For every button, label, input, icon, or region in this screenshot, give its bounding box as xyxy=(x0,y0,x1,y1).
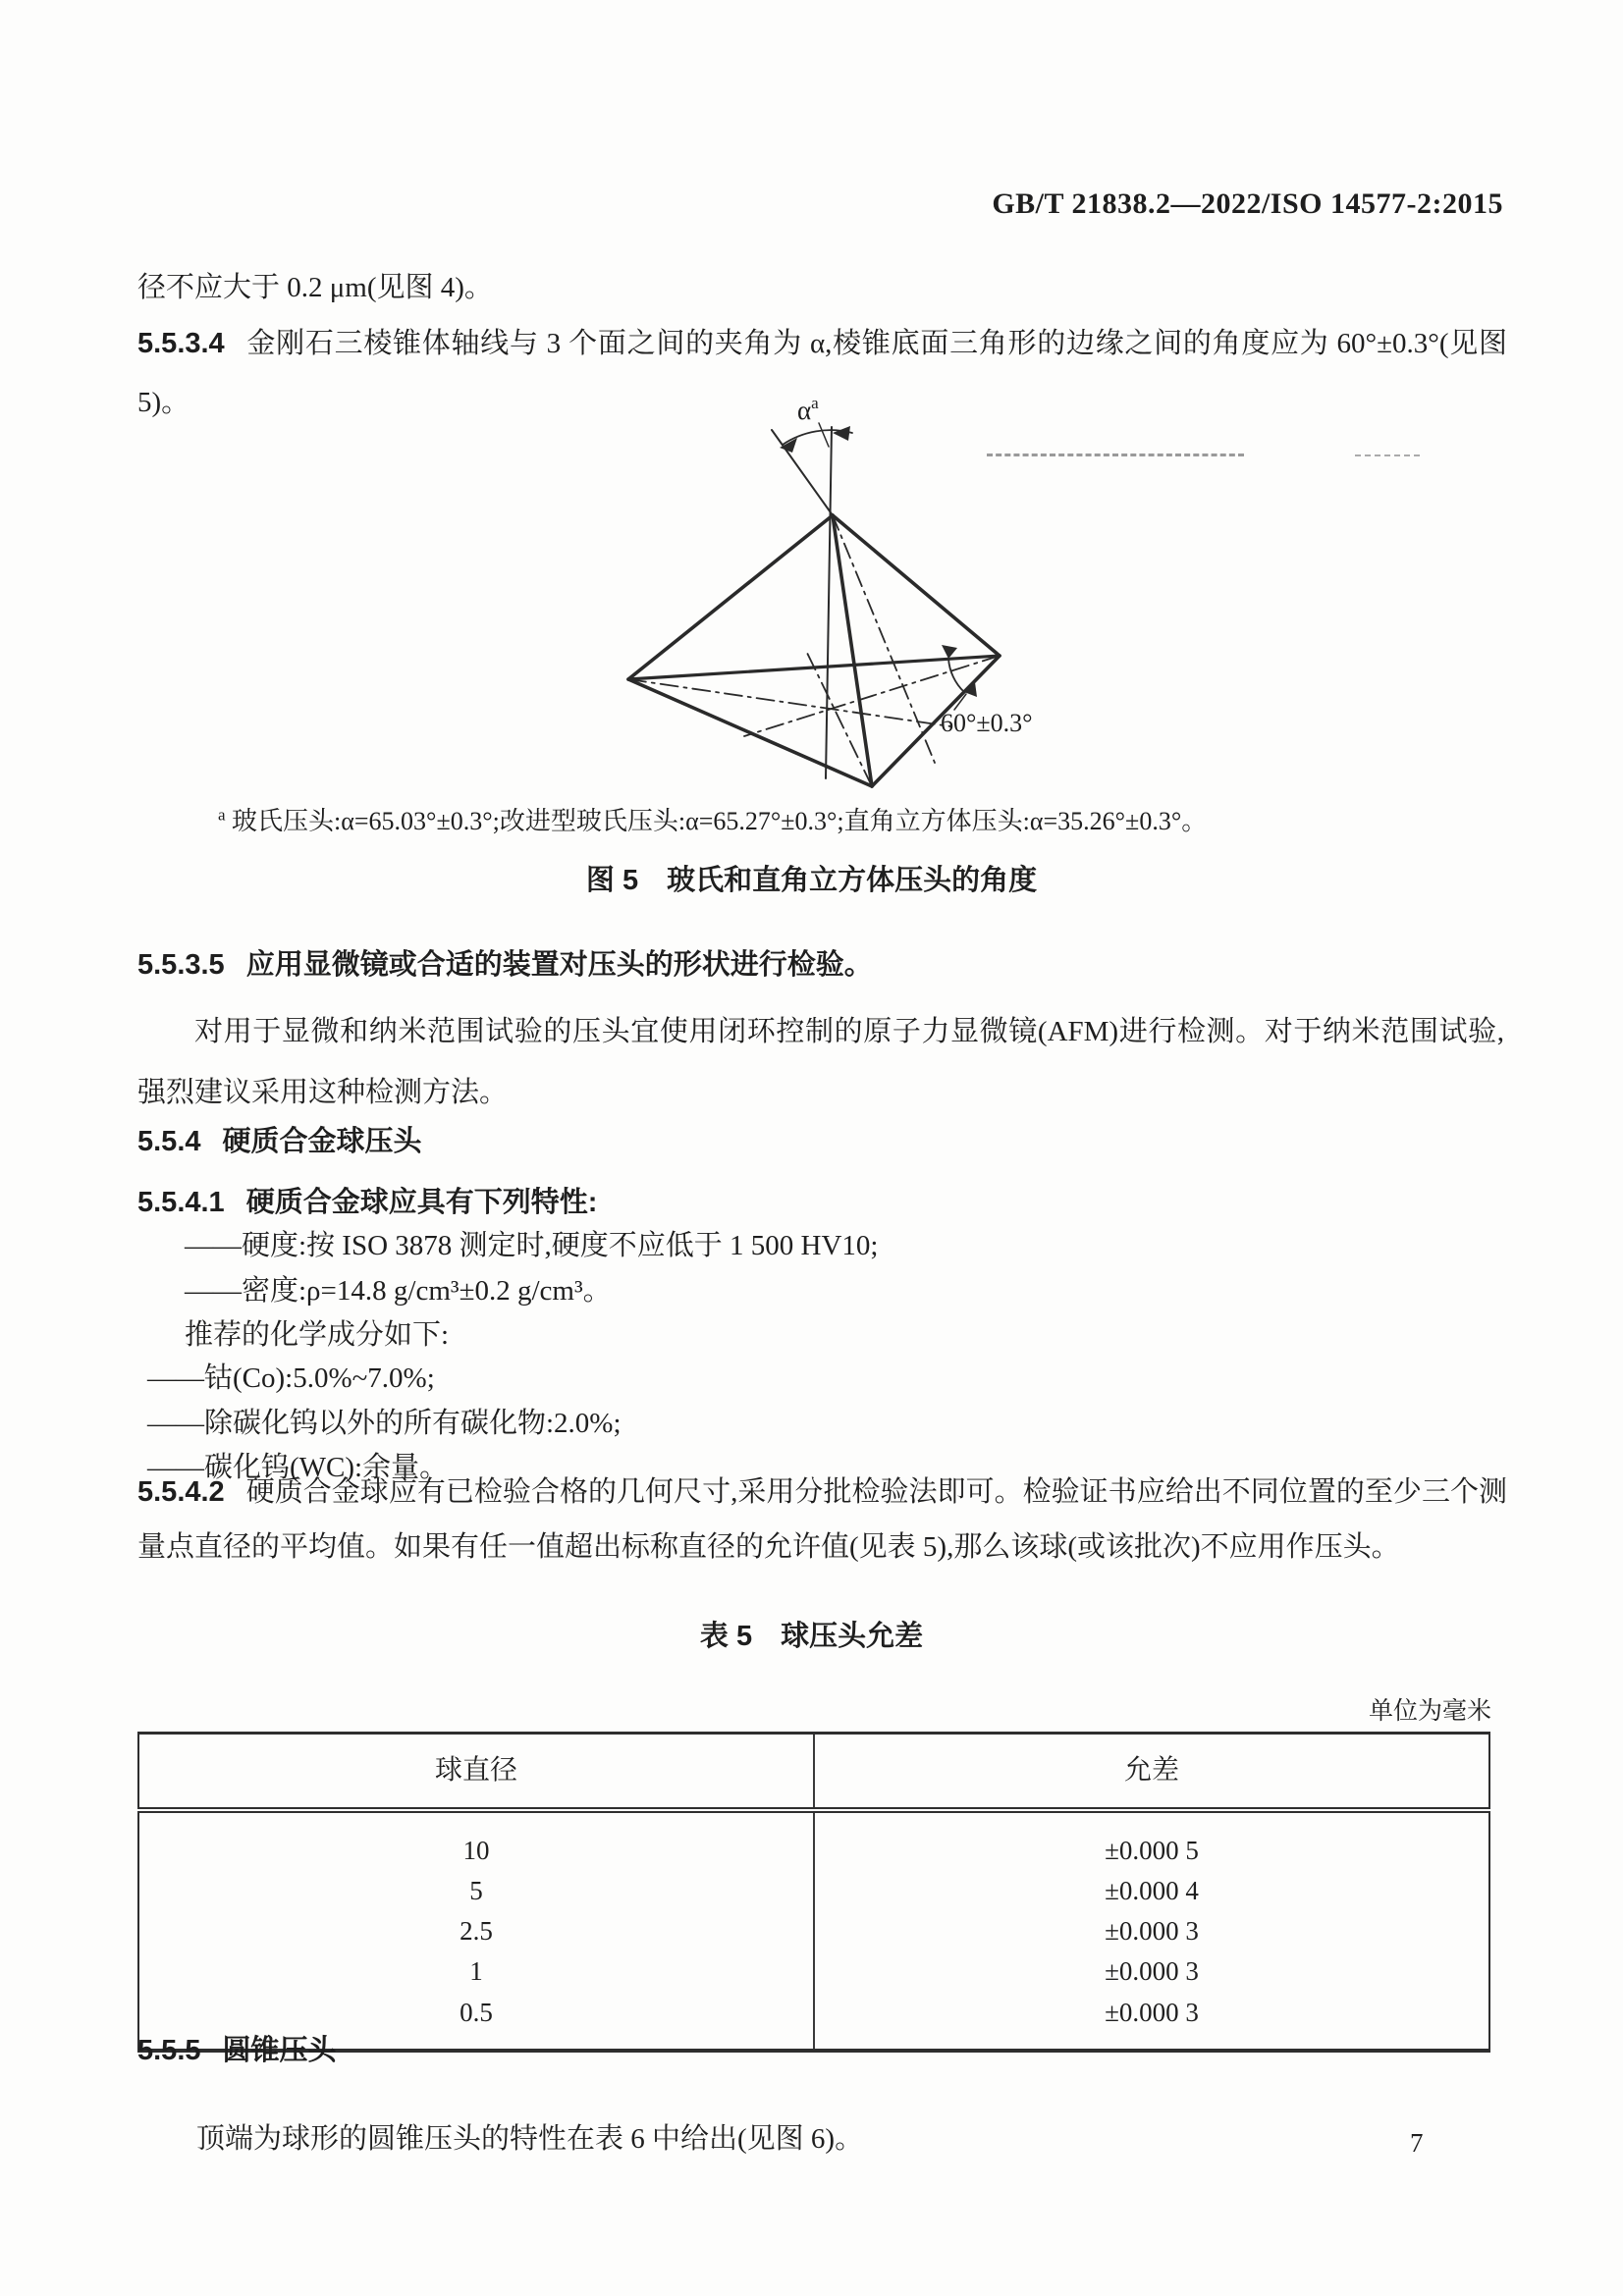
cell-tolerance: ±0.000 5 xyxy=(814,1831,1489,1871)
spacer-row xyxy=(138,2033,1489,2051)
afm-paragraph: 对用于显微和纳米范围试验的压头宜使用闭环控制的原子力显微镜(AFM)进行检测。对于纳米范围试验,强烈建议采用这种检测方法。 xyxy=(137,1016,1504,1108)
footnote-marker: a xyxy=(218,805,226,825)
list-item-density: ——密度:ρ=14.8 g/cm³±0.2 g/cm³。 xyxy=(185,1275,612,1307)
table-unit-note: 单位为毫米 xyxy=(1368,1698,1491,1725)
list-item-tungsten-carbide: ——碳化钨(WC):余量。 xyxy=(147,1452,449,1483)
page-number: 7 xyxy=(1410,2128,1424,2158)
spacer-row xyxy=(138,1810,1489,1831)
intro-continuation-line: 径不应大于 0.2 μm(见图 4)。 xyxy=(137,272,493,303)
clause-5-5-4-1 xyxy=(137,1182,597,1223)
clause-title: 硬质合金球压头 xyxy=(222,1126,422,1157)
table-5-ball-indenter-tolerance xyxy=(137,1732,1490,2053)
table-row xyxy=(138,1831,1489,1871)
clause-5-5-4-2 xyxy=(137,1465,1507,1575)
standard-code-header: GB/T 21838.2—2022/ISO 14577-2:2015 xyxy=(992,187,1503,220)
clause-number: 5.5.5 xyxy=(137,2035,201,2066)
clause-number: 5.5.4.1 xyxy=(137,1187,225,1218)
table-row xyxy=(138,1993,1489,2033)
table-5-caption: 表 5 球压头允差 xyxy=(699,1621,924,1652)
clause-number: 5.5.4.2 xyxy=(137,1476,225,1508)
table-row xyxy=(138,1911,1489,1951)
table-row xyxy=(138,1871,1489,1911)
list-item-carbides: ——除碳化钨以外的所有碳化物:2.0%; xyxy=(147,1408,622,1439)
clause-text: 硬质合金球应具有下列特性: xyxy=(245,1187,598,1218)
clause-text: 金刚石三棱锥体轴线与 3 个面之间的夹角为 α,棱锥底面三角形的边缘之间的角度应为 60°±0.3°(见图 5)。 xyxy=(137,328,1507,418)
cell-tolerance: ±0.000 3 xyxy=(814,1911,1489,1951)
clause-text: 应用显微镜或合适的装置对压头的形状进行检验。 xyxy=(245,949,873,981)
cell-diameter: 5 xyxy=(469,1876,483,1906)
scan-artifact-line xyxy=(1355,454,1420,456)
sixty-degree-label: 60°±0.3° xyxy=(941,709,1033,737)
figure-5-tetrahedron-drawing xyxy=(491,398,1139,792)
alpha-angle-label: $\alpha^a$ xyxy=(797,398,819,425)
clause-title: 圆锥压头 xyxy=(222,2035,337,2066)
clause-number: 5.5.3.5 xyxy=(137,949,225,981)
chem-composition-intro: 推荐的化学成分如下: xyxy=(185,1319,450,1351)
figure-footnote xyxy=(218,803,1514,840)
clause-5-5-3-5 xyxy=(137,944,1507,986)
clause-5-5-5-heading xyxy=(137,2030,337,2071)
col-header-tolerance: 允差 xyxy=(814,1734,1489,1811)
cell-diameter: 10 xyxy=(462,1836,490,1865)
cell-diameter: 1 xyxy=(469,1956,483,1987)
cell-tolerance: ±0.000 4 xyxy=(814,1871,1489,1911)
table-header-row xyxy=(138,1734,1489,1811)
cell-diameter: 2.5 xyxy=(460,1916,493,1947)
figure-5-caption: 图 5 玻氏和直角立方体压头的角度 xyxy=(585,865,1038,896)
scan-artifact-line xyxy=(987,454,1244,456)
clause-text: 硬质合金球应有已检验合格的几何尺寸,采用分批检验法即可。检验证书应给出不同位置的至少三个测量点直径的平均值。如果有任一值超出标称直径的允许值(见表 5),那么该球(或该批次)不应用作压头。 xyxy=(137,1476,1507,1563)
clause-number: 5.5.4 xyxy=(137,1126,201,1157)
clause-5-5-4-heading xyxy=(137,1121,422,1162)
table-row xyxy=(138,1951,1489,1992)
cell-tolerance: ±0.000 3 xyxy=(814,1993,1489,2033)
list-item-hardness: ——硬度:按 ISO 3878 测定时,硬度不应低于 1 500 HV10; xyxy=(185,1230,879,1261)
list-item-cobalt: ——钴(Co):5.0%~7.0%; xyxy=(147,1362,435,1394)
footnote-text: 玻氏压头:α=65.03°±0.3°;改进型玻氏压头:α=65.27°±0.3°;直角立方体压头:α=35.26°±0.3°。 xyxy=(232,807,1208,835)
cell-tolerance: ±0.000 3 xyxy=(814,1951,1489,1992)
final-paragraph: 顶端为球形的圆锥压头的特性在表 6 中给出(见图 6)。 xyxy=(196,2123,864,2155)
clause-number: 5.5.3.4 xyxy=(137,328,225,359)
cell-diameter: 0.5 xyxy=(460,1997,493,2027)
col-header-ball-diameter: 球直径 xyxy=(138,1734,814,1811)
